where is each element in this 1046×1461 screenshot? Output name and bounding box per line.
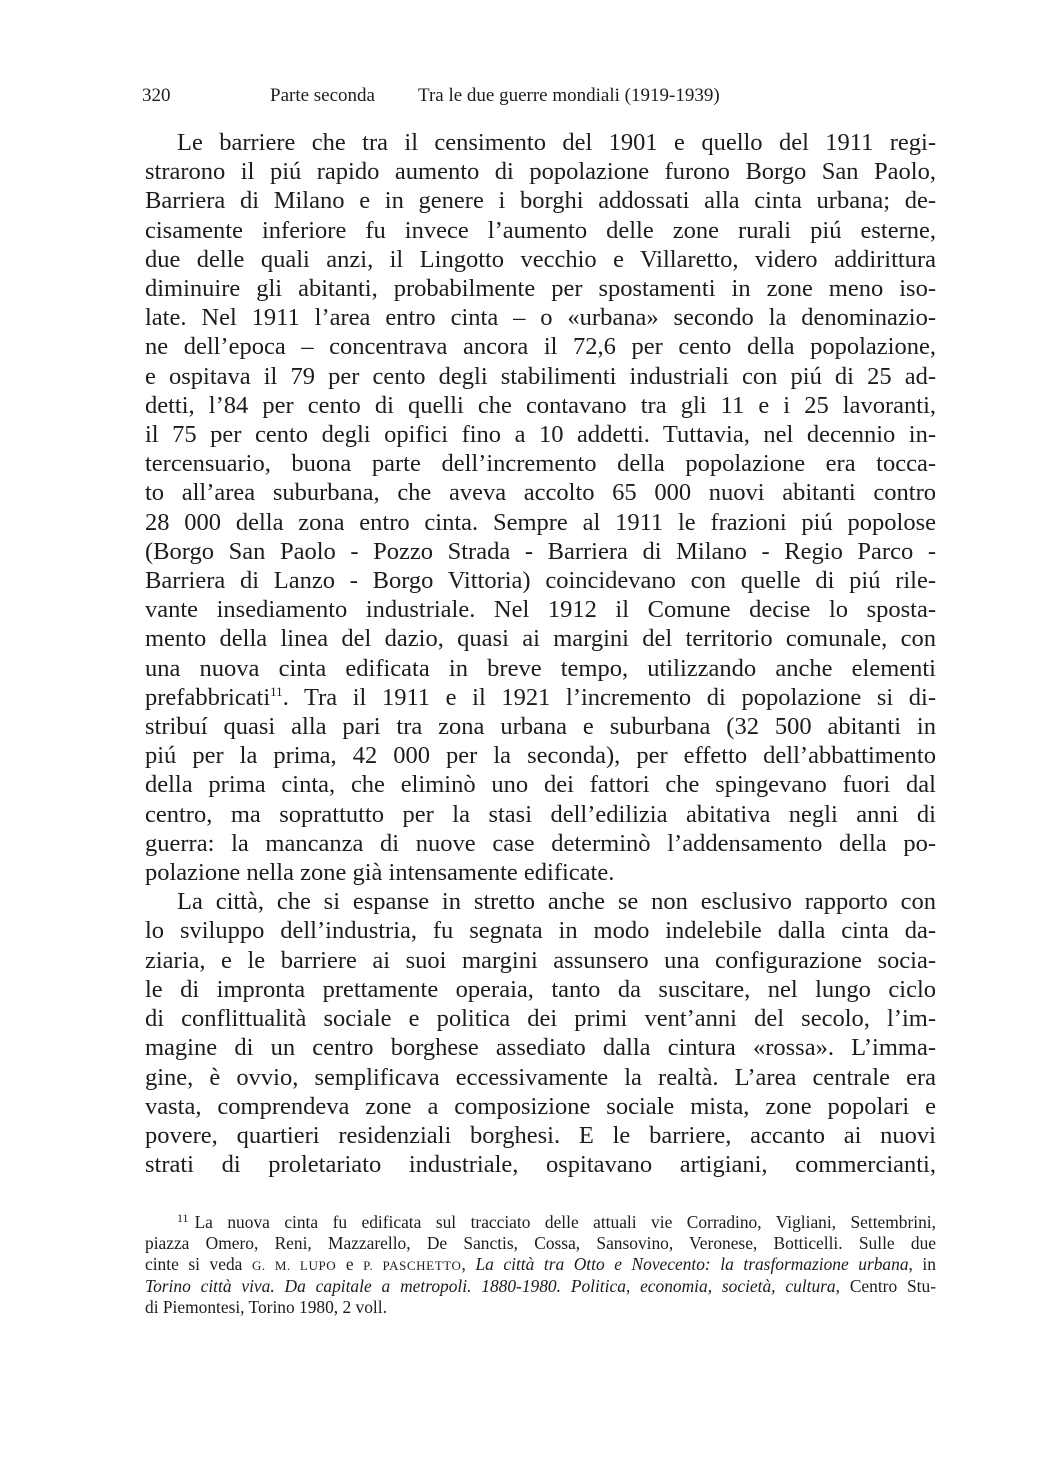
text-line: vasta, comprendeva zone a composizione sociale mista, zone popolari e <box>145 1092 936 1120</box>
text-line: mento della linea del dazio, quasi ai margini del territorio comunale, con <box>145 625 936 653</box>
footnotes <box>145 1212 936 1318</box>
text-line: to all’area suburbana, che aveva accolto 65 000 nuovi abitanti contro <box>145 479 936 507</box>
footnote-line: di Piemontesi, Torino 1980, 2 voll. <box>145 1297 387 1317</box>
text-line: e ospitava il 79 per cento degli stabilimenti industriali con piú di 25 ad- <box>145 362 936 390</box>
text-fragment: . Tra il 1911 e il 1921 l’incremento di popolazione si di- <box>282 683 936 711</box>
text-line: Barriera di Lanzo - Borgo Vittoria) coincidevano con quelle di piú rile- <box>145 567 936 595</box>
text-line: stribuí quasi alla pari tra zona urbana e suburbana (32 500 abitanti in <box>145 713 936 741</box>
footnote-number: 11 <box>177 1211 189 1225</box>
text-fragment: , <box>461 1254 476 1274</box>
text-line: gine, è ovvio, semplificava eccessivamente la realtà. L’area centrale era <box>145 1063 936 1091</box>
text-line: due delle quali anzi, il Lingotto vecchio e Villaretto, videro addirittura <box>145 245 936 273</box>
text-line: Barriera di Milano e in genere i borghi addossati alla cinta urbana; de- <box>145 187 936 215</box>
text-fragment: cinte si veda <box>145 1254 252 1274</box>
text-line: piú per la prima, 42 000 per la seconda), per effetto dell’abbattimento <box>145 742 936 770</box>
text-line-with-footnote-ref <box>145 683 936 712</box>
text-fragment: , in <box>908 1254 936 1274</box>
text-line: diminuire gli abitanti, probabilmente per spostamenti in zone meno iso- <box>145 275 936 303</box>
text-line: le di impronta prettamente operaia, tanto da suscitare, nel lungo ciclo <box>145 975 936 1003</box>
text-line: detti, l’84 per cento di quelli che contavano tra gli 11 e i 25 lavoranti, <box>145 391 936 419</box>
text-line: centro, ma soprattutto per la stasi dell’edilizia abitativa negli anni di <box>145 800 936 828</box>
section-title: Tra le due guerre mondiali (1919-1939) <box>418 85 720 106</box>
paragraph-2 <box>145 887 936 1179</box>
text-line: La città, che si espanse in stretto anche se non esclusivo rapporto con <box>177 888 936 916</box>
text-line: una nuova cinta edificata in breve tempo, utilizzando anche elementi <box>145 654 936 682</box>
text-fragment: La nuova cinta fu edificata sul tracciato delle attuali vie Corradino, Vigliani, Settembrini, <box>194 1212 936 1232</box>
text-line: della prima cinta, che eliminò uno dei fattori che spingevano fuori dal <box>145 771 936 799</box>
text-line: strati di proletariato industriale, ospitavano artigiani, commercianti, <box>145 1151 936 1179</box>
text-line: ne dell’epoca – concentrava ancora il 72,6 per cento della popolazione, <box>145 333 936 361</box>
footnote-reference[interactable]: 11 <box>270 683 283 699</box>
text-line: di conflittualità sociale e politica dei primi vent’anni del secolo, l’im- <box>145 1005 936 1033</box>
text-line: vante insediamento industriale. Nel 1912 il Comune decise lo sposta- <box>145 596 936 624</box>
text-line: povere, quartieri residenziali borghesi. E le barriere, accanto ai nuovi <box>145 1121 936 1149</box>
footnote-line <box>145 1276 936 1297</box>
part-label: Parte seconda <box>270 85 375 106</box>
footnote-line <box>145 1212 936 1233</box>
text-fragment: e <box>336 1254 364 1274</box>
text-line: il 75 per cento degli opifici fino a 10 addetti. Tuttavia, nel decennio in- <box>145 421 936 449</box>
text-fragment: prefabbricati <box>145 683 271 711</box>
cited-title: Torino città viva. Da capitale a metropoli. 1880-1980. Politica, economia, società, cultura <box>145 1276 836 1296</box>
text-line: (Borgo San Paolo - Pozzo Strada - Barriera di Milano - Regio Parco - <box>145 537 936 565</box>
text-line: magine di un centro borghese assediato dalla cintura «rossa». L’imma- <box>145 1034 936 1062</box>
footnote-line <box>145 1254 936 1276</box>
paragraph-1 <box>145 128 936 887</box>
text-line: polazione nella zone già intensamente edificate. <box>145 859 615 887</box>
text-line: ziaria, e le barriere ai suoi margini assunsero una configurazione socia- <box>145 946 936 974</box>
page-number: 320 <box>142 85 171 106</box>
text-fragment: , Centro Stu- <box>835 1276 936 1296</box>
text-line: tercensuario, buona parte dell’incremento della popolazione era tocca- <box>145 450 936 478</box>
text-line: lo sviluppo dell’industria, fu segnata in modo indelebile dalla cinta da- <box>145 917 936 945</box>
text-line: strarono il piú rapido aumento di popolazione furono Borgo San Paolo, <box>145 158 936 186</box>
author-name: P. PASCHETTO <box>363 1258 462 1273</box>
text-line: cisamente inferiore fu invece l’aumento delle zone rurali piú esterne, <box>145 216 936 244</box>
author-name: G. M. LUPO <box>251 1258 337 1273</box>
text-line: Le barriere che tra il censimento del 1901 e quello del 1911 regi- <box>177 129 936 156</box>
footnote-line: piazza Omero, Reni, Mazzarello, De Sanctis, Cossa, Sansovino, Veronese, Botticelli. Sulle due <box>145 1233 936 1253</box>
cited-title: La città tra Otto e Novecento: la trasformazione urbana <box>475 1254 909 1274</box>
text-line: guerra: la mancanza di nuove case determinò l’addensamento della po- <box>145 829 936 857</box>
text-line: 28 000 della zona entro cinta. Sempre al 1911 le frazioni piú popolose <box>145 508 936 536</box>
text-line: late. Nel 1911 l’area entro cinta – o «urbana» secondo la denominazio- <box>145 304 936 332</box>
body-text <box>145 128 936 1179</box>
